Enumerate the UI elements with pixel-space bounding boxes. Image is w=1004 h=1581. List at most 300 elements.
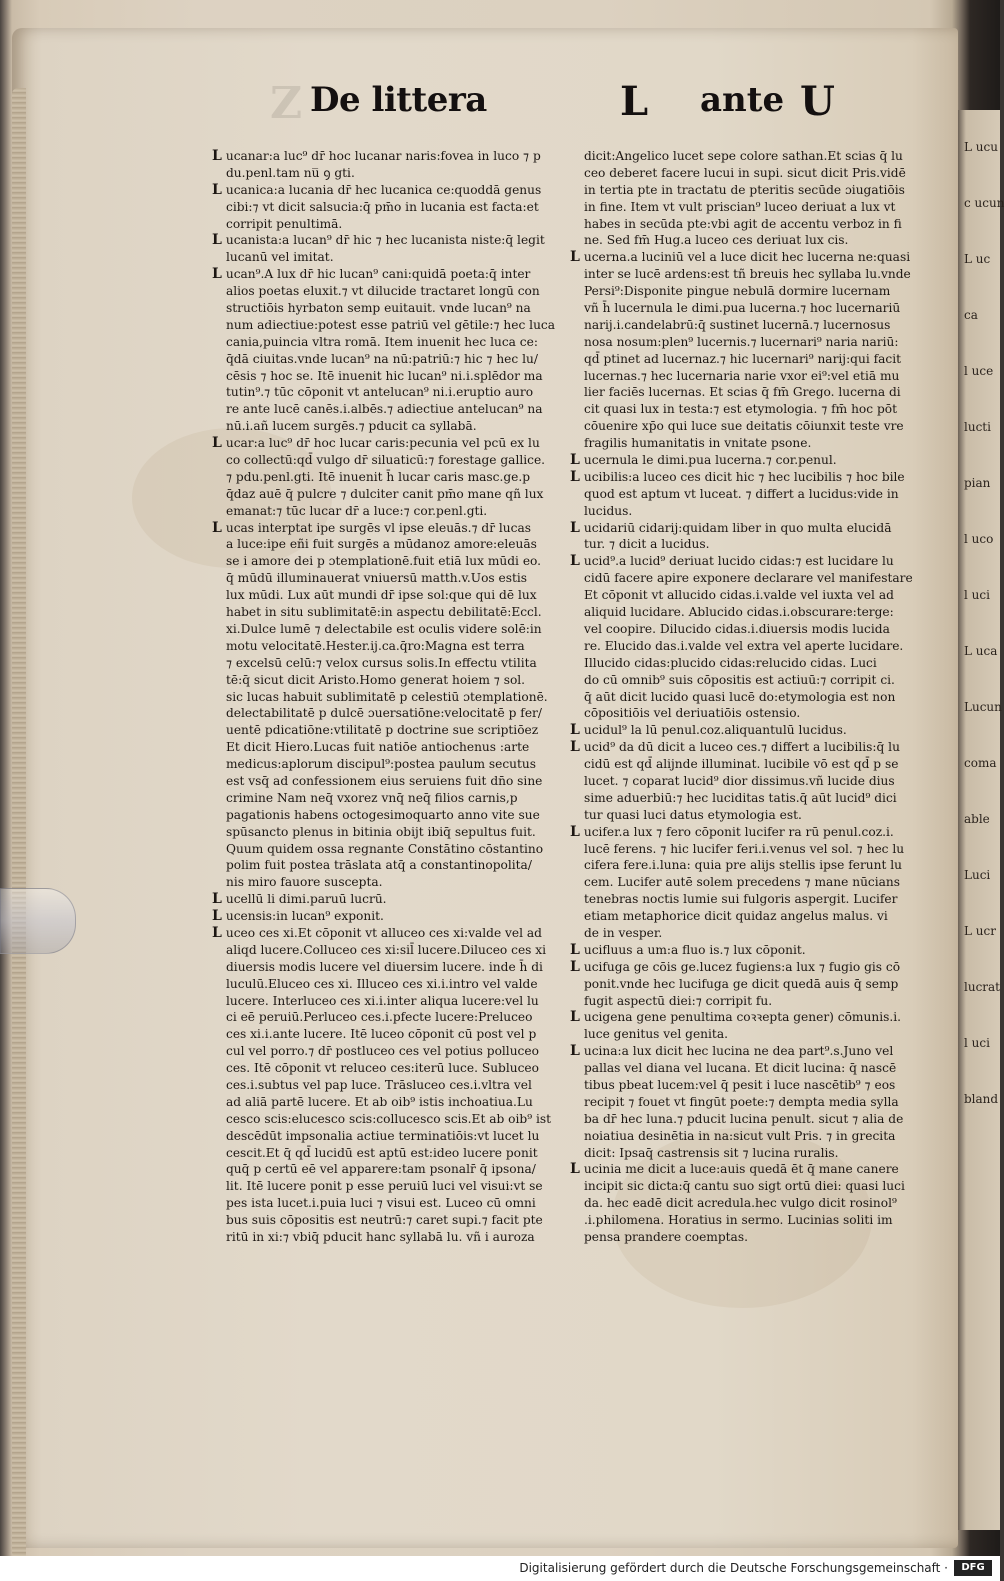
- text-line: [570, 1229, 922, 1246]
- line-text: ucan⁹.A lux dr̄ hic lucan⁹ cani:quidā poeta:q̄ inter: [225, 267, 531, 282]
- header-next-letter: U: [800, 78, 835, 125]
- text-line: [570, 283, 922, 300]
- line-text: lucē ferens. ⁊ hic lucifer feri.i.venus vel sol. ⁊ hec lu: [584, 841, 905, 856]
- line-text: tē:q̄ sicut dicit Aristo.Homo generat hoiem ⁊ sol.: [226, 672, 526, 687]
- text-line: [570, 638, 922, 655]
- line-text: se i amore dei p ɔtemplationē.fuit etiā lux mūdi eo.: [226, 554, 542, 569]
- line-text: cōuenire xp̄o qui luce sue deitatis cōiunxit teste vre: [584, 419, 904, 434]
- line-text: ucanar:a luc⁹ dr̄ hoc lucanar naris:fovea in luco ⁊ p: [225, 149, 541, 163]
- text-line: [570, 1077, 922, 1094]
- facing-page-fragment: bland: [964, 1092, 999, 1106]
- entry-initial: L: [570, 958, 580, 975]
- text-line: [212, 722, 562, 739]
- text-line: [212, 418, 562, 435]
- line-text: ucellū li dimi.paruū lucrū.: [225, 892, 387, 907]
- text-line: [570, 824, 922, 841]
- line-text: lucanū vel imitat.: [226, 250, 334, 265]
- facing-page-fragment: l uci: [964, 588, 990, 602]
- entry-initial: L: [570, 722, 580, 739]
- text-line: [212, 351, 562, 368]
- line-text: ucensis:in lucan⁹ exponit.: [225, 909, 384, 924]
- text-line: [212, 1161, 562, 1178]
- text-line: [570, 553, 922, 570]
- text-line: [212, 773, 562, 790]
- entry-initial: L: [212, 891, 222, 908]
- text-line: [212, 908, 562, 925]
- facing-page-fragment: Lucun: [964, 700, 1002, 714]
- text-line: [570, 570, 922, 587]
- text-line: [570, 993, 922, 1010]
- text-line: [212, 689, 562, 706]
- line-text: ucina:a lux dicit hec lucina ne dea part⁹.s.Juno vel: [583, 1044, 894, 1059]
- line-text: lucidus.: [584, 503, 633, 518]
- line-text: cania,puincia vltra romā. Item inuenit hec luca ce:: [226, 334, 538, 349]
- text-line: [570, 232, 922, 249]
- text-line: [570, 469, 922, 486]
- line-text: lucernas.⁊ hec lucernaria narie vxor ei⁹:vel etiā mu: [584, 368, 900, 383]
- line-text: Et cōponit vt allucido cidas.i.valde vel iuxta vel ad: [584, 588, 894, 603]
- entry-initial: L: [212, 435, 222, 452]
- line-text: aliquid lucidare. Ablucido cidas.i.obscurare:terge:: [584, 605, 894, 620]
- line-text: ucernula le dimi.pua lucerna.⁊ cor.penul.: [583, 453, 837, 468]
- line-text: ucid⁹ da dū dicit a luceo ces.⁊ differt a lucibilis:q̄ lu: [583, 740, 900, 755]
- line-text: ces.i.subtus vel pap luce. Trāsluceo ces.i.vltra vel: [226, 1077, 532, 1092]
- entry-initial: L: [212, 519, 222, 536]
- text-line: [570, 1145, 922, 1162]
- text-line: [570, 587, 922, 604]
- text-line: [212, 672, 562, 689]
- text-line: [570, 486, 922, 503]
- line-text: ucifuga ge cōis ge.lucez fugiens:a lux ⁊ fugio gis cō: [583, 959, 901, 974]
- text-line: [570, 182, 922, 199]
- text-line: [212, 317, 562, 334]
- line-text: luce genitus vel genita.: [584, 1027, 728, 1042]
- text-line: [570, 435, 922, 452]
- line-text: sime aduerbiū:⁊ hec luciditas tatis.q̄ aūt lucid⁹ dici: [584, 790, 897, 805]
- text-line: [570, 705, 922, 722]
- text-line: [212, 1145, 562, 1162]
- text-line: [212, 384, 562, 401]
- text-line: [570, 925, 922, 942]
- text-line: [212, 249, 562, 266]
- line-text: ritū in xi:⁊ vbiq̄ pducit hanc syllabā lu. vñ i auroza: [226, 1230, 535, 1244]
- line-text: uentē pdicatiōne:vtilitatē p doctrine sue scriptiōez: [226, 723, 539, 738]
- line-text: ucas interptat ipe surgēs vl ipse eleuās.⁊ dr̄ lucas: [225, 520, 531, 535]
- text-line: [212, 942, 562, 959]
- header-letter: L: [620, 78, 649, 125]
- text-line: [212, 824, 562, 841]
- line-text: dicit: Ipsaq̄ castrensis sit ⁊ lucina ruralis.: [584, 1145, 839, 1160]
- line-text: etiam metaphorice dicit quidaz angelus malus. vi: [584, 909, 888, 924]
- text-line: [212, 283, 562, 300]
- line-text: ucidariū cidarij:quidam liber in quo multa elucidā: [583, 520, 892, 535]
- text-line: [212, 739, 562, 756]
- line-text: lucere. Interluceo ces xi.i.inter aliqua lucere:vel lu: [226, 993, 539, 1008]
- line-text: a luce:ipe eñi fuit surgēs a mūdanoz amore:eleuās: [226, 537, 537, 552]
- text-line: [570, 1212, 922, 1229]
- running-header: [270, 78, 860, 128]
- line-text: ucidul⁹ la lū penul.coz.aliquantulū lucidus.: [583, 723, 847, 738]
- line-text: lucet. ⁊ coparat lucid⁹ dior dissimus.vñ lucide dius: [584, 773, 895, 788]
- text-line: [570, 249, 922, 266]
- facing-page-fragment: pian: [964, 476, 991, 490]
- line-text: pagationis habens octogesimoquarto anno vite sue: [226, 807, 540, 822]
- text-line: [570, 452, 922, 469]
- line-text: ceo deberet facere lucui in supi. sicut dicit Pris.vidē: [584, 165, 906, 180]
- text-line: [570, 722, 922, 739]
- line-text: ucifer.a lux ⁊ fero cōponit lucifer ra rū penul.coz.i.: [583, 824, 894, 839]
- text-line: [570, 401, 922, 418]
- line-text: ⁊ excelsū celū:⁊ velox cursus solis.In effectu vtilita: [226, 655, 537, 670]
- line-text: Illucido cidas:plucido cidas:relucido cidas. Luci: [584, 655, 877, 670]
- text-line: [212, 993, 562, 1010]
- line-text: recipit ⁊ fouet vt fingūt poete:⁊ dempta media sylla: [584, 1094, 899, 1109]
- text-line: [212, 520, 562, 537]
- line-text: diuersis modis lucere vel diuersim lucere. inde h̄ di: [226, 959, 543, 974]
- text-line: [212, 1212, 562, 1229]
- line-text: luculū.Eluceo ces xi. Illuceo ces xi.i.intro vel valde: [226, 976, 538, 991]
- text-line: [570, 756, 922, 773]
- text-line: [570, 351, 922, 368]
- line-text: habet in situ sublimitatē:in aspectu debilitatē:Eccl.: [226, 605, 542, 620]
- line-text: cidū facere apire exponere declarare vel manifestare: [584, 571, 913, 586]
- text-line: [570, 536, 922, 553]
- line-text: quq̄ p certū eē vel apparere:tam psonalr̄ q̄ ipsona/: [226, 1162, 536, 1177]
- text-line: [212, 959, 562, 976]
- line-text: cifera fere.i.luna: quia pre alijs stellis ipse ferunt lu: [584, 858, 903, 873]
- header-title: De littera: [310, 80, 487, 120]
- text-line: [570, 520, 922, 537]
- line-text: Persi⁹:Disponite pingue nebulā dormire lucernam: [584, 284, 891, 299]
- text-line: [212, 165, 562, 182]
- line-text: cit quasi lux in testa:⁊ est etymologia. ⁊ fm̄ hoc pōt: [584, 402, 897, 417]
- entry-initial: L: [212, 181, 222, 198]
- line-text: uceo ces xi.Et cōponit vt alluceo ces xi:valde vel ad: [225, 925, 542, 940]
- line-text: sic lucas habuit sublimitatē p celestiū ɔtemplationē.: [226, 689, 548, 704]
- line-text: ucar:a luc⁹ dr̄ hoc lucar caris:pecunia vel pcū ex lu: [225, 436, 540, 451]
- entry-initial: L: [570, 1161, 580, 1178]
- line-text: quod est aptum vt luceat. ⁊ differt a lucidus:vide in: [584, 486, 899, 501]
- text-line: [570, 1094, 922, 1111]
- line-text: medicus:aplorum discipul⁹:postea paulum secutus: [226, 757, 537, 772]
- line-text: fragilis humanitatis in vnitate psone.: [584, 436, 812, 451]
- left-text-column: [212, 148, 562, 1246]
- line-text: lit. Itē lucere ponit p esse peruiū luci vel visui:vt se: [226, 1179, 543, 1194]
- text-line: [212, 925, 562, 942]
- text-line: [212, 587, 562, 604]
- text-line: [212, 857, 562, 874]
- text-line: [212, 536, 562, 553]
- line-text: ucerna.a luciniū vel a luce dicit hec lucerna ne:quasi: [583, 250, 911, 265]
- line-text: ucibilis:a luceo ces dicit hic ⁊ hec lucibilis ⁊ hoc bile: [583, 469, 905, 484]
- text-line: [212, 368, 562, 385]
- line-text: re ante lucē canēs.i.albēs.⁊ adiectiue antelucan⁹ na: [226, 402, 543, 417]
- line-text: qd̄ ptinet ad lucernaz.⁊ hic lucernari⁹ narij:qui facit: [584, 351, 902, 366]
- text-line: [570, 621, 922, 638]
- line-text: q̄ mūdū illuminauerat vniuersū matth.v.Uos estis: [226, 571, 528, 586]
- text-line: [212, 216, 562, 233]
- line-text: motu velocitatē.Hester.ij.ca.q̄ro:Magna est terra: [226, 638, 525, 653]
- entry-initial: L: [570, 739, 580, 756]
- line-text: emanat:⁊ tūc lucar dr̄ a luce:⁊ cor.penl.gti.: [226, 503, 488, 518]
- line-text: lier faciēs lucernas. Et scias q̄ fm̄ Grego. lucerna di: [584, 385, 901, 400]
- line-text: ⁊ pdu.penl.gti. Itē inuenit h̄ lucar caris masc.ge.p: [226, 469, 531, 484]
- text-line: [570, 1009, 922, 1026]
- line-text: dicit:Angelico lucet sepe colore sathan.Et scias q̄ lu: [584, 149, 903, 163]
- text-line: [570, 216, 922, 233]
- line-text: cōpositiōis vel deriuatiōis ostensio.: [584, 706, 801, 721]
- text-line: [212, 1111, 562, 1128]
- line-text: structiōis hyrbaton semp euitauit. vnde lucan⁹ na: [226, 301, 531, 316]
- text-line: [212, 486, 562, 503]
- line-text: inter se lucē ardens:est tñ breuis hec syllaba lu.vnde: [584, 267, 911, 282]
- line-text: cēsis ⁊ hoc se. Itē inuenit hic lucan⁹ ni.i.splēdor ma: [226, 368, 543, 383]
- text-line: [570, 1060, 922, 1077]
- line-text: pallas vel diana vel lucana. Et dicit lucina: q̄ nascē: [584, 1061, 897, 1076]
- text-line: [212, 976, 562, 993]
- entry-initial: L: [570, 823, 580, 840]
- text-line: [212, 604, 562, 621]
- text-line: [212, 790, 562, 807]
- line-text: lux mūdi. Lux aūt mundi dr̄ ipse sol:que qui dē lux: [226, 588, 537, 603]
- line-text: q̄daz auē q̄ pulcre ⁊ dulciter canit pm̄o mane qñ lux: [226, 486, 544, 501]
- entry-initial: L: [570, 452, 580, 469]
- text-line: [570, 739, 922, 756]
- line-text: q̄ aūt dicit lucido quasi lucē do:etymologia est non: [584, 689, 896, 704]
- line-text: in tertia pte in tractatu de pteritis secūde ɔiugatiōis: [584, 182, 905, 197]
- text-line: [212, 1077, 562, 1094]
- facing-page-fragment: c ucun: [964, 196, 1004, 210]
- text-line: [570, 1178, 922, 1195]
- text-line: [570, 1161, 922, 1178]
- facing-page-fragment: ca: [964, 308, 978, 322]
- text-line: [570, 1026, 922, 1043]
- entry-initial: L: [212, 148, 222, 164]
- text-line: [570, 317, 922, 334]
- line-text: incipit sic dicta:q̄ cantu suo sigt ortū diei: quasi luci: [584, 1179, 905, 1194]
- line-text: ucanica:a lucania dr̄ hec lucanica ce:quoddā genus: [225, 182, 542, 197]
- line-text: do cū omnib⁹ suis cōpositis est actiuū:⁊ corripit ci.: [584, 672, 895, 687]
- text-line: [212, 182, 562, 199]
- line-text: nis miro fauore suscepta.: [226, 875, 383, 890]
- text-line: [570, 1111, 922, 1128]
- entry-initial: L: [570, 1043, 580, 1060]
- text-line: [570, 199, 922, 216]
- line-text: crimine Nam neq̄ vxorez vnq̄ neq̄ filios carnis,p: [226, 790, 518, 805]
- line-text: in fine. Item vt vult priscian⁹ luceo deriuat a lux vt: [584, 199, 896, 214]
- line-text: re. Elucido das.i.valde vel extra vel aperte lucidare.: [584, 638, 904, 653]
- text-line: [212, 1094, 562, 1111]
- text-line: [570, 790, 922, 807]
- line-text: ucinia me dicit a luce:auis quedā ēt q̄ mane canere: [583, 1162, 899, 1177]
- line-text: cul vel porro.⁊ dr̄ postluceo ces vel potius polluceo: [226, 1044, 539, 1059]
- text-line: [570, 266, 922, 283]
- line-text: ad aliā partē lucere. Et ab oib⁹ istis inchoatiua.Lu: [226, 1094, 533, 1109]
- text-line: [570, 773, 922, 790]
- text-line: [570, 1195, 922, 1212]
- text-line: [570, 841, 922, 858]
- text-line: [212, 655, 562, 672]
- text-line: [212, 891, 562, 908]
- facing-page-fragment: l uco: [964, 532, 994, 546]
- line-text: est vsq̄ ad confessionem eius seruiens fuit dn̄o sine: [226, 773, 543, 788]
- text-line: [570, 891, 922, 908]
- facing-page-fragment: L uca: [964, 644, 998, 658]
- text-line: [212, 621, 562, 638]
- text-line: [212, 1178, 562, 1195]
- text-line: [570, 1043, 922, 1060]
- text-line: [212, 452, 562, 469]
- entry-initial: L: [570, 941, 580, 958]
- text-line: [570, 165, 922, 182]
- book-clip: [0, 888, 76, 954]
- text-line: [212, 638, 562, 655]
- text-line: [212, 1229, 562, 1246]
- line-text: tur. ⁊ dicit a lucidus.: [584, 537, 710, 552]
- entry-initial: L: [570, 468, 580, 485]
- line-text: ponit.vnde hec lucifuga ge dicit quedā auis q̄ semp: [584, 976, 899, 991]
- text-line: [212, 553, 562, 570]
- line-text: cescit.Et q̄ qd̄ lucidū est aptū est:ideo lucere ponit: [226, 1145, 538, 1160]
- text-line: [212, 1060, 562, 1077]
- text-line: [570, 689, 922, 706]
- text-line: [212, 199, 562, 216]
- line-text: descēdūt impsonalia actiue terminatiōis:vt lucet lu: [226, 1128, 540, 1143]
- text-line: [570, 503, 922, 520]
- text-line: [212, 841, 562, 858]
- entry-initial: L: [212, 266, 222, 283]
- text-line: [212, 435, 562, 452]
- text-line: [570, 942, 922, 959]
- line-text: cesco scis:elucesco scis:collucesco scis.Et ab oib⁹ ist: [226, 1111, 551, 1126]
- line-text: pes ista lucet.i.puia luci ⁊ visui est. Luceo cū omni: [226, 1196, 536, 1211]
- text-line: [212, 300, 562, 317]
- line-text: narij.i.candelabrū:q̄ sustinet lucernā.⁊ lucernosus: [584, 317, 891, 332]
- footer-bar: [0, 1556, 1000, 1581]
- line-text: xi.Dulce lumē ⁊ delectabile est oculis videre solē:in: [226, 621, 542, 636]
- line-text: ucifluus a um:a fluo is.⁊ lux cōponit.: [583, 942, 806, 957]
- text-line: [570, 368, 922, 385]
- entry-initial: L: [212, 924, 222, 941]
- header-bleed-ghost: Z: [270, 78, 303, 129]
- facing-page-fragment: Luci: [964, 868, 991, 882]
- text-line: [570, 148, 922, 165]
- line-text: cidū est qd̄ alijnde illuminat. lucibile vō est qd̄ p se: [584, 757, 899, 772]
- line-text: aliqd lucere.Colluceo ces xi:sil̄ lucere.Diluceo ces xi: [226, 942, 547, 957]
- line-text: noiatiua desinētia in na:sicut vult Pris. ⁊ in grecita: [584, 1128, 896, 1143]
- text-line: [212, 705, 562, 722]
- facing-page-fragment: L ucu: [964, 140, 998, 154]
- text-line: [212, 1026, 562, 1043]
- line-text: corripit penultimā.: [226, 216, 343, 231]
- line-text: Et dicit Hiero.Lucas fuit natiōe antiochenus :arte: [226, 740, 530, 755]
- line-text: tutin⁹.⁊ tūc cōponit vt antelucan⁹ ni.i.eruptio auro: [226, 385, 534, 400]
- line-text: du.penl.tam nu̅ ꝯ gti.: [226, 165, 355, 180]
- text-line: [570, 874, 922, 891]
- line-text: cibi:⁊ vt dicit salsucia:q̄ pm̄o in lucania est facta:et: [226, 199, 539, 214]
- line-text: Quum quidem ossa regnante Constātino cōstantino: [226, 841, 544, 856]
- text-line: [570, 976, 922, 993]
- text-line: [570, 384, 922, 401]
- line-text: ne. Sed fm̄ Hug.a luceo ces deriuat lux cis.: [584, 233, 849, 248]
- text-line: [570, 857, 922, 874]
- text-line: [570, 334, 922, 351]
- text-line: [212, 1128, 562, 1145]
- line-text: delectabilitatē p dulcē ɔuersatiōne:velocitatē p fer/: [226, 706, 542, 721]
- entry-initial: L: [570, 1009, 580, 1026]
- line-text: q̄dā ciuitas.vnde lucan⁹ na nū:patriū:⁊ hic ⁊ hec lu/: [226, 351, 538, 366]
- text-line: [570, 1128, 922, 1145]
- text-line: [212, 148, 562, 165]
- line-text: ba dr̄ hec luna.⁊ pducit lucina penult. sicut ⁊ alia de: [584, 1111, 904, 1126]
- line-text: ucid⁹.a lucid⁹ deriuat lucido cidas:⁊ est lucidare lu: [583, 554, 894, 569]
- entry-initial: L: [570, 553, 580, 570]
- text-line: [212, 503, 562, 520]
- text-line: [212, 1009, 562, 1026]
- facing-page-fragment: L ucr: [964, 924, 996, 938]
- text-line: [212, 1043, 562, 1060]
- line-text: spūsancto plenus in bitinia obijt ibiq̄ sepultus fuit.: [226, 824, 536, 839]
- line-text: de in vesper.: [584, 925, 663, 940]
- line-text: cem. Lucifer autē solem precedens ⁊ mane nūcians: [584, 875, 901, 890]
- line-text: vñ h̄ lucernula le dimi.pua lucerna.⁊ hoc lucernariū: [584, 301, 901, 316]
- entry-initial: L: [212, 908, 222, 925]
- footer-credit: Digitalisierung gefördert durch die Deutsche Forschungsgemeinschaft ·: [519, 1561, 948, 1575]
- line-text: tibus pbeat lucem:vel q̄ pesit i luce nascētib⁹ ⁊ eos: [584, 1077, 896, 1092]
- header-ante: ante: [700, 80, 785, 120]
- facing-page-fragment: lucrat: [964, 980, 1000, 994]
- text-line: [212, 1195, 562, 1212]
- line-text: ucanista:a lucan⁹ dr̄ hic ⁊ hec lucanista niste:q̄ legit: [225, 233, 545, 248]
- facing-page-fragment: L uc: [964, 252, 991, 266]
- line-text: tenebras noctis lumie sui fulgoris aspergit. Lucifer: [584, 892, 898, 907]
- text-line: [570, 672, 922, 689]
- right-text-column: [570, 148, 922, 1246]
- page-edges: [12, 88, 26, 1558]
- line-text: .i.philomena. Horatius in sermo. Lucinias soliti im: [584, 1213, 893, 1228]
- facing-page-fragment: coma: [964, 756, 997, 770]
- text-line: [212, 401, 562, 418]
- text-line: [212, 266, 562, 283]
- line-text: nosa nosum:plen⁹ lucernis.⁊ lucernari⁹ naria nariū:: [584, 334, 899, 349]
- line-text: habes in secūda pte:vbi agit de accentu verboz in fi: [584, 216, 902, 231]
- text-line: [212, 874, 562, 891]
- text-line: [570, 959, 922, 976]
- text-line: [212, 334, 562, 351]
- text-line: [570, 908, 922, 925]
- text-line: [212, 570, 562, 587]
- entry-initial: L: [570, 249, 580, 266]
- line-text: ci eē peruiū.Perluceo ces.i.pfecte lucere:Preluceo: [226, 1010, 533, 1025]
- text-line: [212, 469, 562, 486]
- text-line: [570, 655, 922, 672]
- line-text: alios poetas eluxit.⁊ vt dilucide tractaret longū con: [226, 284, 540, 299]
- entry-initial: L: [570, 519, 580, 536]
- line-text: fugit aspectū diei:⁊ corripit fu.: [584, 993, 773, 1008]
- text-line: [212, 232, 562, 249]
- text-line: [570, 807, 922, 824]
- facing-page-fragment: l uci: [964, 1036, 990, 1050]
- line-text: ucigena gene penultima coꝛꝛepta gener) cōmunis.i.: [583, 1010, 901, 1025]
- text-line: [212, 756, 562, 773]
- facing-page-fragment: able: [964, 812, 990, 826]
- line-text: nū.i.añ lucem surgēs.⁊ pducit ca syllabā.: [226, 419, 477, 434]
- text-line: [212, 807, 562, 824]
- dfg-logo: DFG: [954, 1560, 992, 1576]
- line-text: pensa prandere coemptas.: [584, 1230, 748, 1244]
- line-text: tur quasi luci datus etymologia est.: [584, 807, 802, 822]
- line-text: ces xi.i.ante lucere. Itē luceo cōponit cū post vel p: [226, 1027, 537, 1042]
